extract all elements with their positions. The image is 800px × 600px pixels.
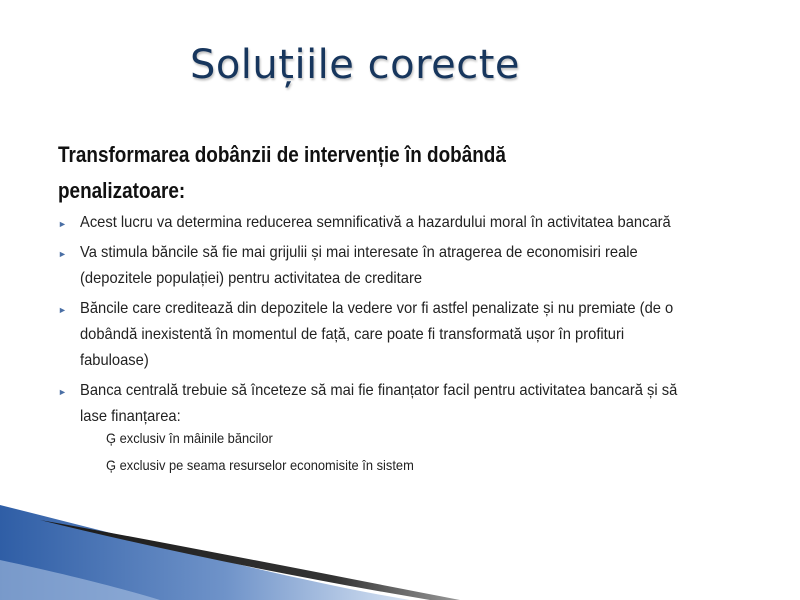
bullet-text: Va stimula băncile să fie mai grijulii și mai interesate în atragerea de economisiri reale xyxy=(80,244,638,261)
bullet-text: Banca centrală trebuie să înceteze să mai fie finanțator facil pentru activitatea bancară și să xyxy=(80,382,678,399)
bullet-text: Băncile care creditează din depozitele la vedere vor fi astfel penalizate și nu premiate (de o xyxy=(80,300,674,317)
subtitle-line-2: penalizatoare: xyxy=(58,178,186,203)
bullet-arrow-icon: ► xyxy=(58,305,67,315)
bullet-arrow-icon: ► xyxy=(58,387,67,397)
slide-title: Soluțiile corecte xyxy=(189,42,521,88)
subtitle-line-1: Transformarea dobânzii de intervenție în dobândă xyxy=(58,142,506,167)
bullet-arrow-icon: ► xyxy=(58,219,67,229)
bullet-text: Acest lucru va determina reducerea semnificativă a hazardului moral în activitatea bancară xyxy=(80,214,671,231)
sub-item: Ģ exclusiv în mâinile băncilor xyxy=(106,430,273,446)
bullet-arrow-icon: ► xyxy=(58,249,67,259)
bullet-text: dobândă inexistentă în momentul de față, care poate fi transformată ușor în profituri xyxy=(80,326,625,343)
bullet-text: (depozitele populației) pentru activitatea de creditare xyxy=(80,270,423,287)
bullet-text: fabuloase) xyxy=(80,352,149,369)
bullet-text: lase finanțarea: xyxy=(80,408,181,425)
sub-item: Ģ exclusiv pe seama resurselor economisite în sistem xyxy=(106,457,414,473)
